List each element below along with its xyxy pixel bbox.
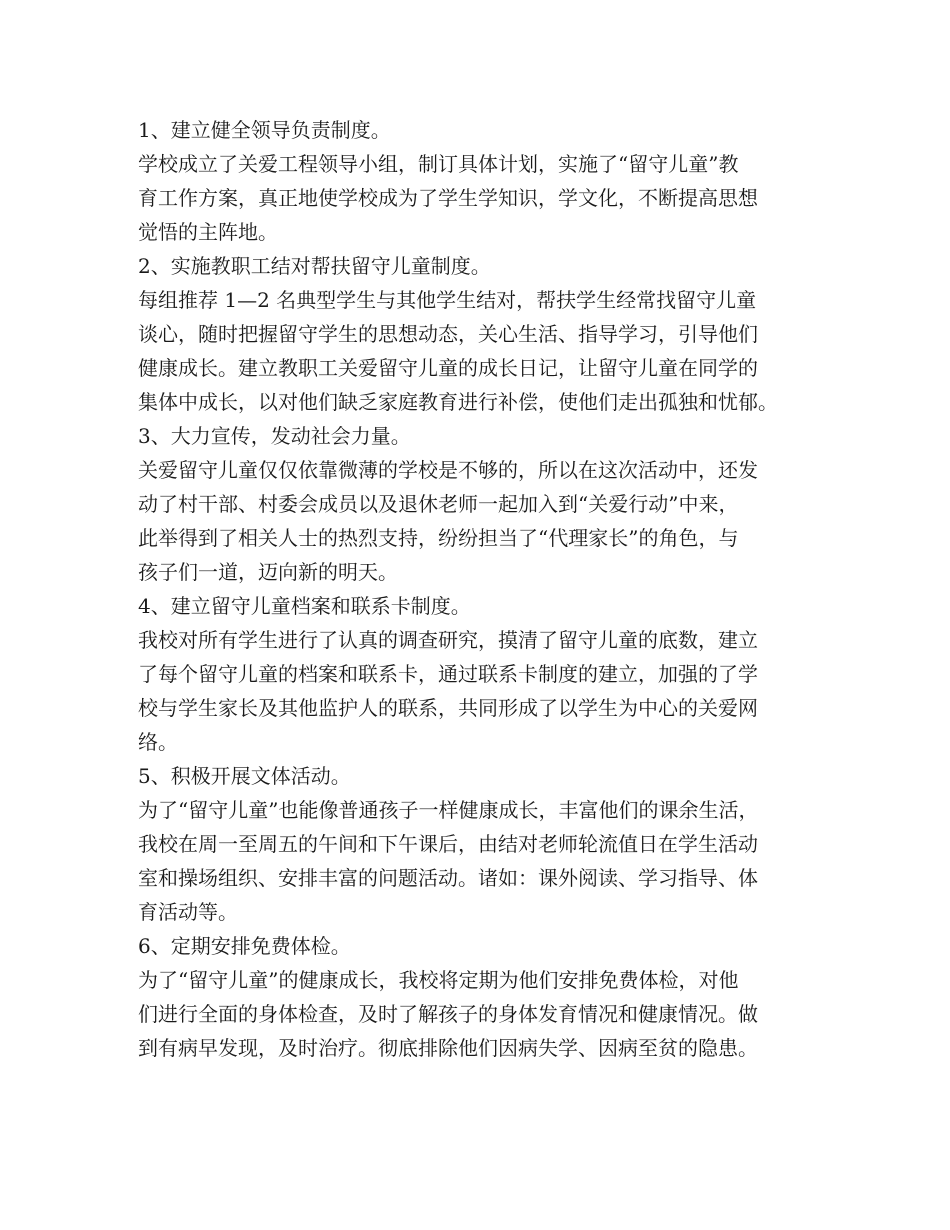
paragraph-line: 校与学生家长及其他监护人的联系，共同形成了以学生为中心的关爱网 [138, 696, 758, 720]
paragraph-line: 觉悟的主阵地。 [138, 220, 278, 244]
paragraph-line: 们进行全面的身体检查，及时了解孩子的身体发育情况和健康情况。做 [138, 1002, 758, 1026]
heading-3: 3、大力宣传，发动社会力量。 [138, 424, 411, 448]
heading-1: 1、建立健全领导负责制度。 [138, 118, 391, 142]
paragraph-line: 关爱留守儿童仅仅依靠微薄的学校是不够的，所以在这次活动中，还发 [138, 458, 758, 482]
paragraph-line: 健康成长。建立教职工关爱留守儿童的成长日记，让留守儿童在同学的 [138, 356, 758, 380]
heading-2: 2、实施教职工结对帮扶留守儿童制度。 [138, 254, 491, 278]
heading-5: 5、积极开展文体活动。 [138, 764, 351, 788]
paragraph-line: 动了村干部、村委会成员以及退休老师一起加入到“关爱行动”中来， [138, 492, 739, 516]
paragraph-line: 育工作方案，真正地使学校成为了学生学知识，学文化，不断提高思想 [138, 186, 758, 210]
paragraph-line: 集体中成长，以对他们缺乏家庭教育进行补偿，使他们走出孤独和忧郁。 [138, 390, 778, 414]
paragraph-line: 学校成立了关爱工程领导小组，制订具体计划，实施了“留守儿童”教 [138, 152, 739, 176]
paragraph-line: 络。 [138, 730, 178, 754]
paragraph-line: 孩子们一道，迈向新的明天。 [138, 560, 398, 584]
paragraph-line: 到有病早发现，及时治疗。彻底排除他们因病失学、因病至贫的隐患。 [138, 1036, 758, 1060]
paragraph-line: 谈心，随时把握留守学生的思想动态，关心生活、指导学习，引导他们 [138, 322, 758, 346]
paragraph-line: 我校在周一至周五的午间和下午课后，由结对老师轮流值日在学生活动 [138, 832, 758, 856]
paragraph-line: 为了“留守儿童”的健康成长，我校将定期为他们安排免费体检，对他 [138, 968, 739, 992]
heading-6: 6、定期安排免费体检。 [138, 934, 351, 958]
document-body [138, 113, 828, 1065]
heading-4: 4、建立留守儿童档案和联系卡制度。 [138, 594, 471, 618]
paragraph-line: 室和操场组织、安排丰富的问题活动。诸如：课外阅读、学习指导、体 [138, 866, 758, 890]
paragraph-line: 每组推荐 1—2 名典型学生与其他学生结对，帮扶学生经常找留守儿童 [138, 288, 757, 312]
paragraph-line: 此举得到了相关人士的热烈支持，纷纷担当了“代理家长”的角色，与 [138, 526, 739, 550]
paragraph-line: 我校对所有学生进行了认真的调查研究，摸清了留守儿童的底数，建立 [138, 628, 758, 652]
paragraph-line: 为了“留守儿童”也能像普通孩子一样健康成长，丰富他们的课余生活， [138, 798, 759, 822]
paragraph-line: 育活动等。 [138, 900, 238, 924]
paragraph-line: 了每个留守儿童的档案和联系卡，通过联系卡制度的建立，加强的了学 [138, 662, 758, 686]
